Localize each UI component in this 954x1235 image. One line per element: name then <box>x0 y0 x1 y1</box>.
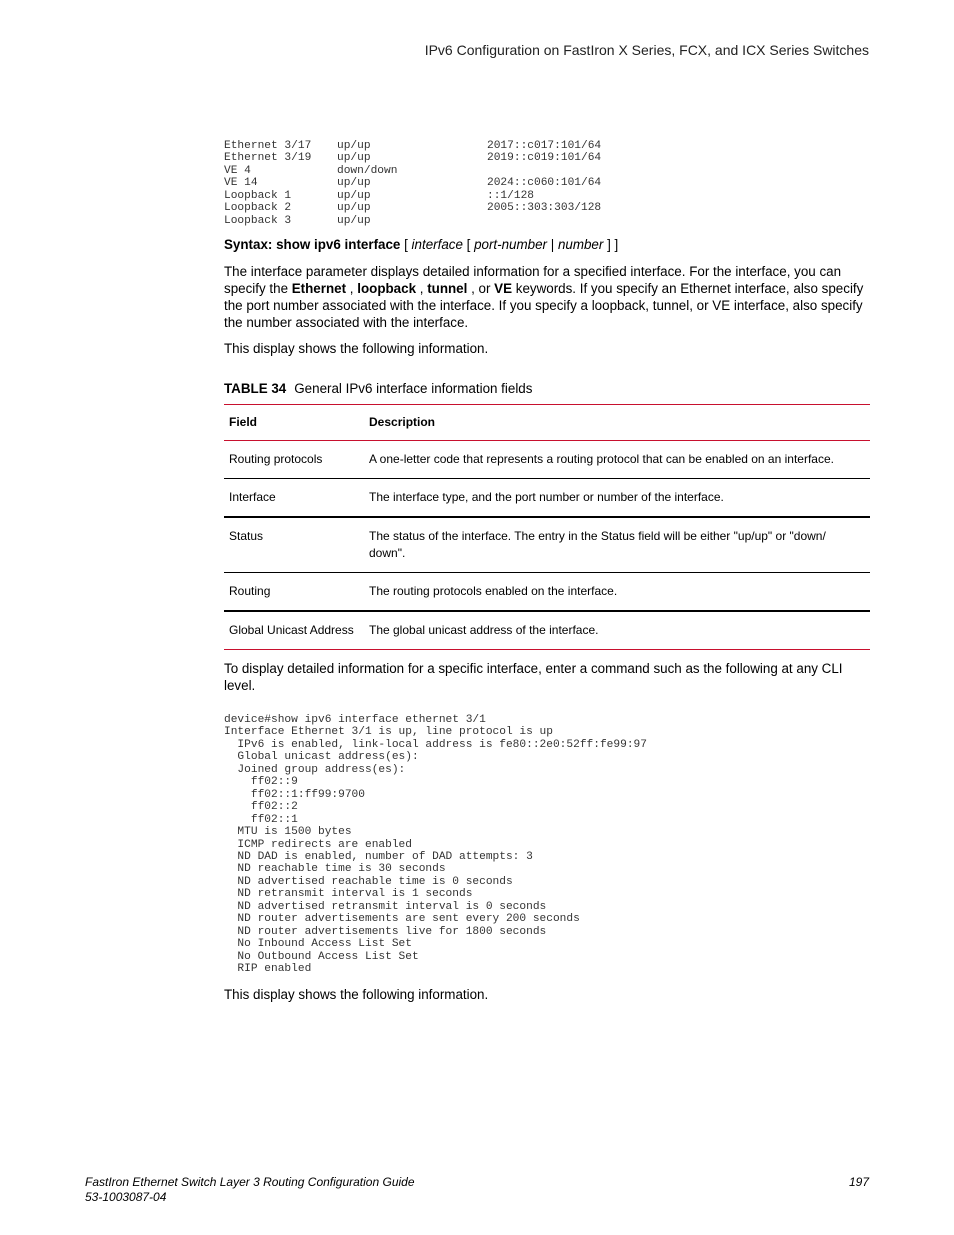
interface-status: up/up <box>337 189 371 202</box>
interface-status: up/up <box>337 140 371 152</box>
code-line: Global unicast address(es): <box>224 751 419 764</box>
description-cell: The interface type, and the port number or number of the interface. <box>364 479 870 518</box>
table-row <box>224 611 870 650</box>
code-line <box>224 177 601 189</box>
table-row <box>224 573 870 612</box>
code-line: RIP enabled <box>224 963 312 976</box>
code-line: ICMP redirects are enabled <box>224 838 412 851</box>
code-line <box>224 202 601 214</box>
code-line <box>224 165 601 177</box>
interface-status: up/up <box>337 177 371 190</box>
code-line: ND advertised reachable time is 0 seconds <box>224 875 513 888</box>
syntax-arg: port-number <box>474 237 548 252</box>
description-cell: The status of the interface. The entry in the Status field will be either "up/up" or "down/ down". <box>364 517 870 573</box>
code-line: ND router advertisements are sent every 200 seconds <box>224 913 580 926</box>
code-line: device#show ipv6 interface ethernet 3/1 <box>224 714 486 726</box>
field-cell: Global Unicast Address <box>229 623 354 637</box>
table-row <box>224 517 870 573</box>
footer-title: FastIron Ethernet Switch Layer 3 Routing Configuration Guide <box>85 1175 415 1189</box>
field-cell: Routing protocols <box>224 441 364 479</box>
table-caption <box>224 381 532 396</box>
code-line: ND reachable time is 30 seconds <box>224 863 446 876</box>
para-text: The interface parameter displays detailed information for a specified interface. For the interface, you can specify the <box>224 264 842 296</box>
interface-address: 2019::c019:101/64 <box>487 152 602 165</box>
code-line: ff02::2 <box>224 801 298 814</box>
footer-doc-number: 53-1003087-04 <box>85 1190 167 1204</box>
interface-name: Loopback 2 <box>224 202 292 215</box>
syntax-arg: number <box>557 237 604 252</box>
interface-status: up/up <box>337 202 371 215</box>
code-line <box>224 190 601 202</box>
keyword: loopback <box>357 281 417 296</box>
code-line <box>224 215 601 227</box>
para-text: keywords. If you specify an Ethernet interface, also specify the port number associated with the interface. If you specify a loopback, tunnel, or VE interface, also specify the number associated with the interface. <box>224 281 864 330</box>
running-header: IPv6 Configuration on FastIron X Series, FCX, and ICX Series Switches <box>424 42 869 58</box>
page-number: 197 <box>848 1175 869 1189</box>
para-text: , <box>346 281 358 296</box>
syntax-bracket: ] ] <box>603 237 619 252</box>
interface-address: 2024::c060:101/64 <box>487 177 602 190</box>
syntax-line <box>224 237 618 252</box>
table-header-row <box>224 405 870 441</box>
field-cell: Status <box>224 517 364 573</box>
interface-address: ::1/128 <box>487 189 534 202</box>
description-cell: The routing protocols enabled on the interface. <box>364 573 870 612</box>
cli-output-block <box>224 714 647 976</box>
syntax-separator: | <box>547 237 558 252</box>
detailed-info-paragraph: To display detailed information for a specific interface, enter a command such as the following at any CLI level. <box>224 661 843 693</box>
table-number: TABLE 34 <box>224 381 287 396</box>
interface-parameter-paragraph <box>224 263 864 331</box>
interface-status: up/up <box>337 152 371 165</box>
keyword: VE <box>494 281 513 296</box>
interface-list-output <box>224 140 601 227</box>
code-line <box>224 152 601 164</box>
display-info-paragraph: This display shows the following information. <box>224 341 489 356</box>
syntax-label: Syntax: show ipv6 interface <box>224 237 401 252</box>
description-cell: A one-letter code that represents a routing protocol that can be enabled on an interface. <box>364 441 870 479</box>
code-line: ff02::1 <box>224 813 298 826</box>
code-line: ND router advertisements live for 1800 seconds <box>224 925 547 938</box>
table-row <box>224 441 870 479</box>
code-line: IPv6 is enabled, link-local address is fe80::2e0:52ff:fe99:97 <box>224 738 647 751</box>
code-line: Interface Ethernet 3/1 is up, line protocol is up <box>224 726 553 739</box>
interface-name: Loopback 1 <box>224 189 292 202</box>
interface-fields-table <box>224 404 870 650</box>
interface-status: up/up <box>337 214 371 227</box>
code-line: ff02::9 <box>224 776 298 789</box>
table-title: General IPv6 interface information fields <box>294 381 533 396</box>
code-line: ND DAD is enabled, number of DAD attempts: 3 <box>224 850 533 863</box>
code-line: ND retransmit interval is 1 seconds <box>224 888 473 901</box>
syntax-arg: interface <box>411 237 463 252</box>
interface-address: 2005::303:303/128 <box>487 202 602 215</box>
field-cell: Interface <box>224 479 364 518</box>
interface-status: down/down <box>337 164 398 177</box>
keyword: tunnel <box>427 281 468 296</box>
field-cell: Routing <box>224 573 364 612</box>
table-row <box>224 479 870 518</box>
interface-name: VE 14 <box>224 177 258 190</box>
code-line <box>224 140 601 152</box>
code-line: No Outbound Access List Set <box>224 950 419 963</box>
code-line: No Inbound Access List Set <box>224 938 412 951</box>
syntax-bracket: [ <box>400 237 412 252</box>
display-info-paragraph-2: This display shows the following information. <box>224 987 489 1002</box>
code-line: MTU is 1500 bytes <box>224 826 352 839</box>
code-line: ND advertised retransmit interval is 0 seconds <box>224 900 547 913</box>
column-header-description: Description <box>364 405 870 441</box>
code-line: Joined group address(es): <box>224 763 406 776</box>
interface-name: VE 4 <box>224 164 251 177</box>
code-line: ff02::1:ff99:9700 <box>224 788 365 801</box>
interface-name: Ethernet 3/19 <box>224 152 312 165</box>
interface-name: Ethernet 3/17 <box>224 140 312 152</box>
column-header-field: Field <box>224 405 364 441</box>
description-cell: The global unicast address of the interface. <box>369 623 599 637</box>
syntax-bracket: [ <box>462 237 475 252</box>
footer-doc-info <box>85 1175 415 1205</box>
interface-name: Loopback 3 <box>224 214 292 227</box>
para-text: , or <box>467 281 495 296</box>
para-text: , <box>416 281 428 296</box>
interface-address: 2017::c017:101/64 <box>487 140 602 152</box>
keyword: Ethernet <box>291 281 347 296</box>
